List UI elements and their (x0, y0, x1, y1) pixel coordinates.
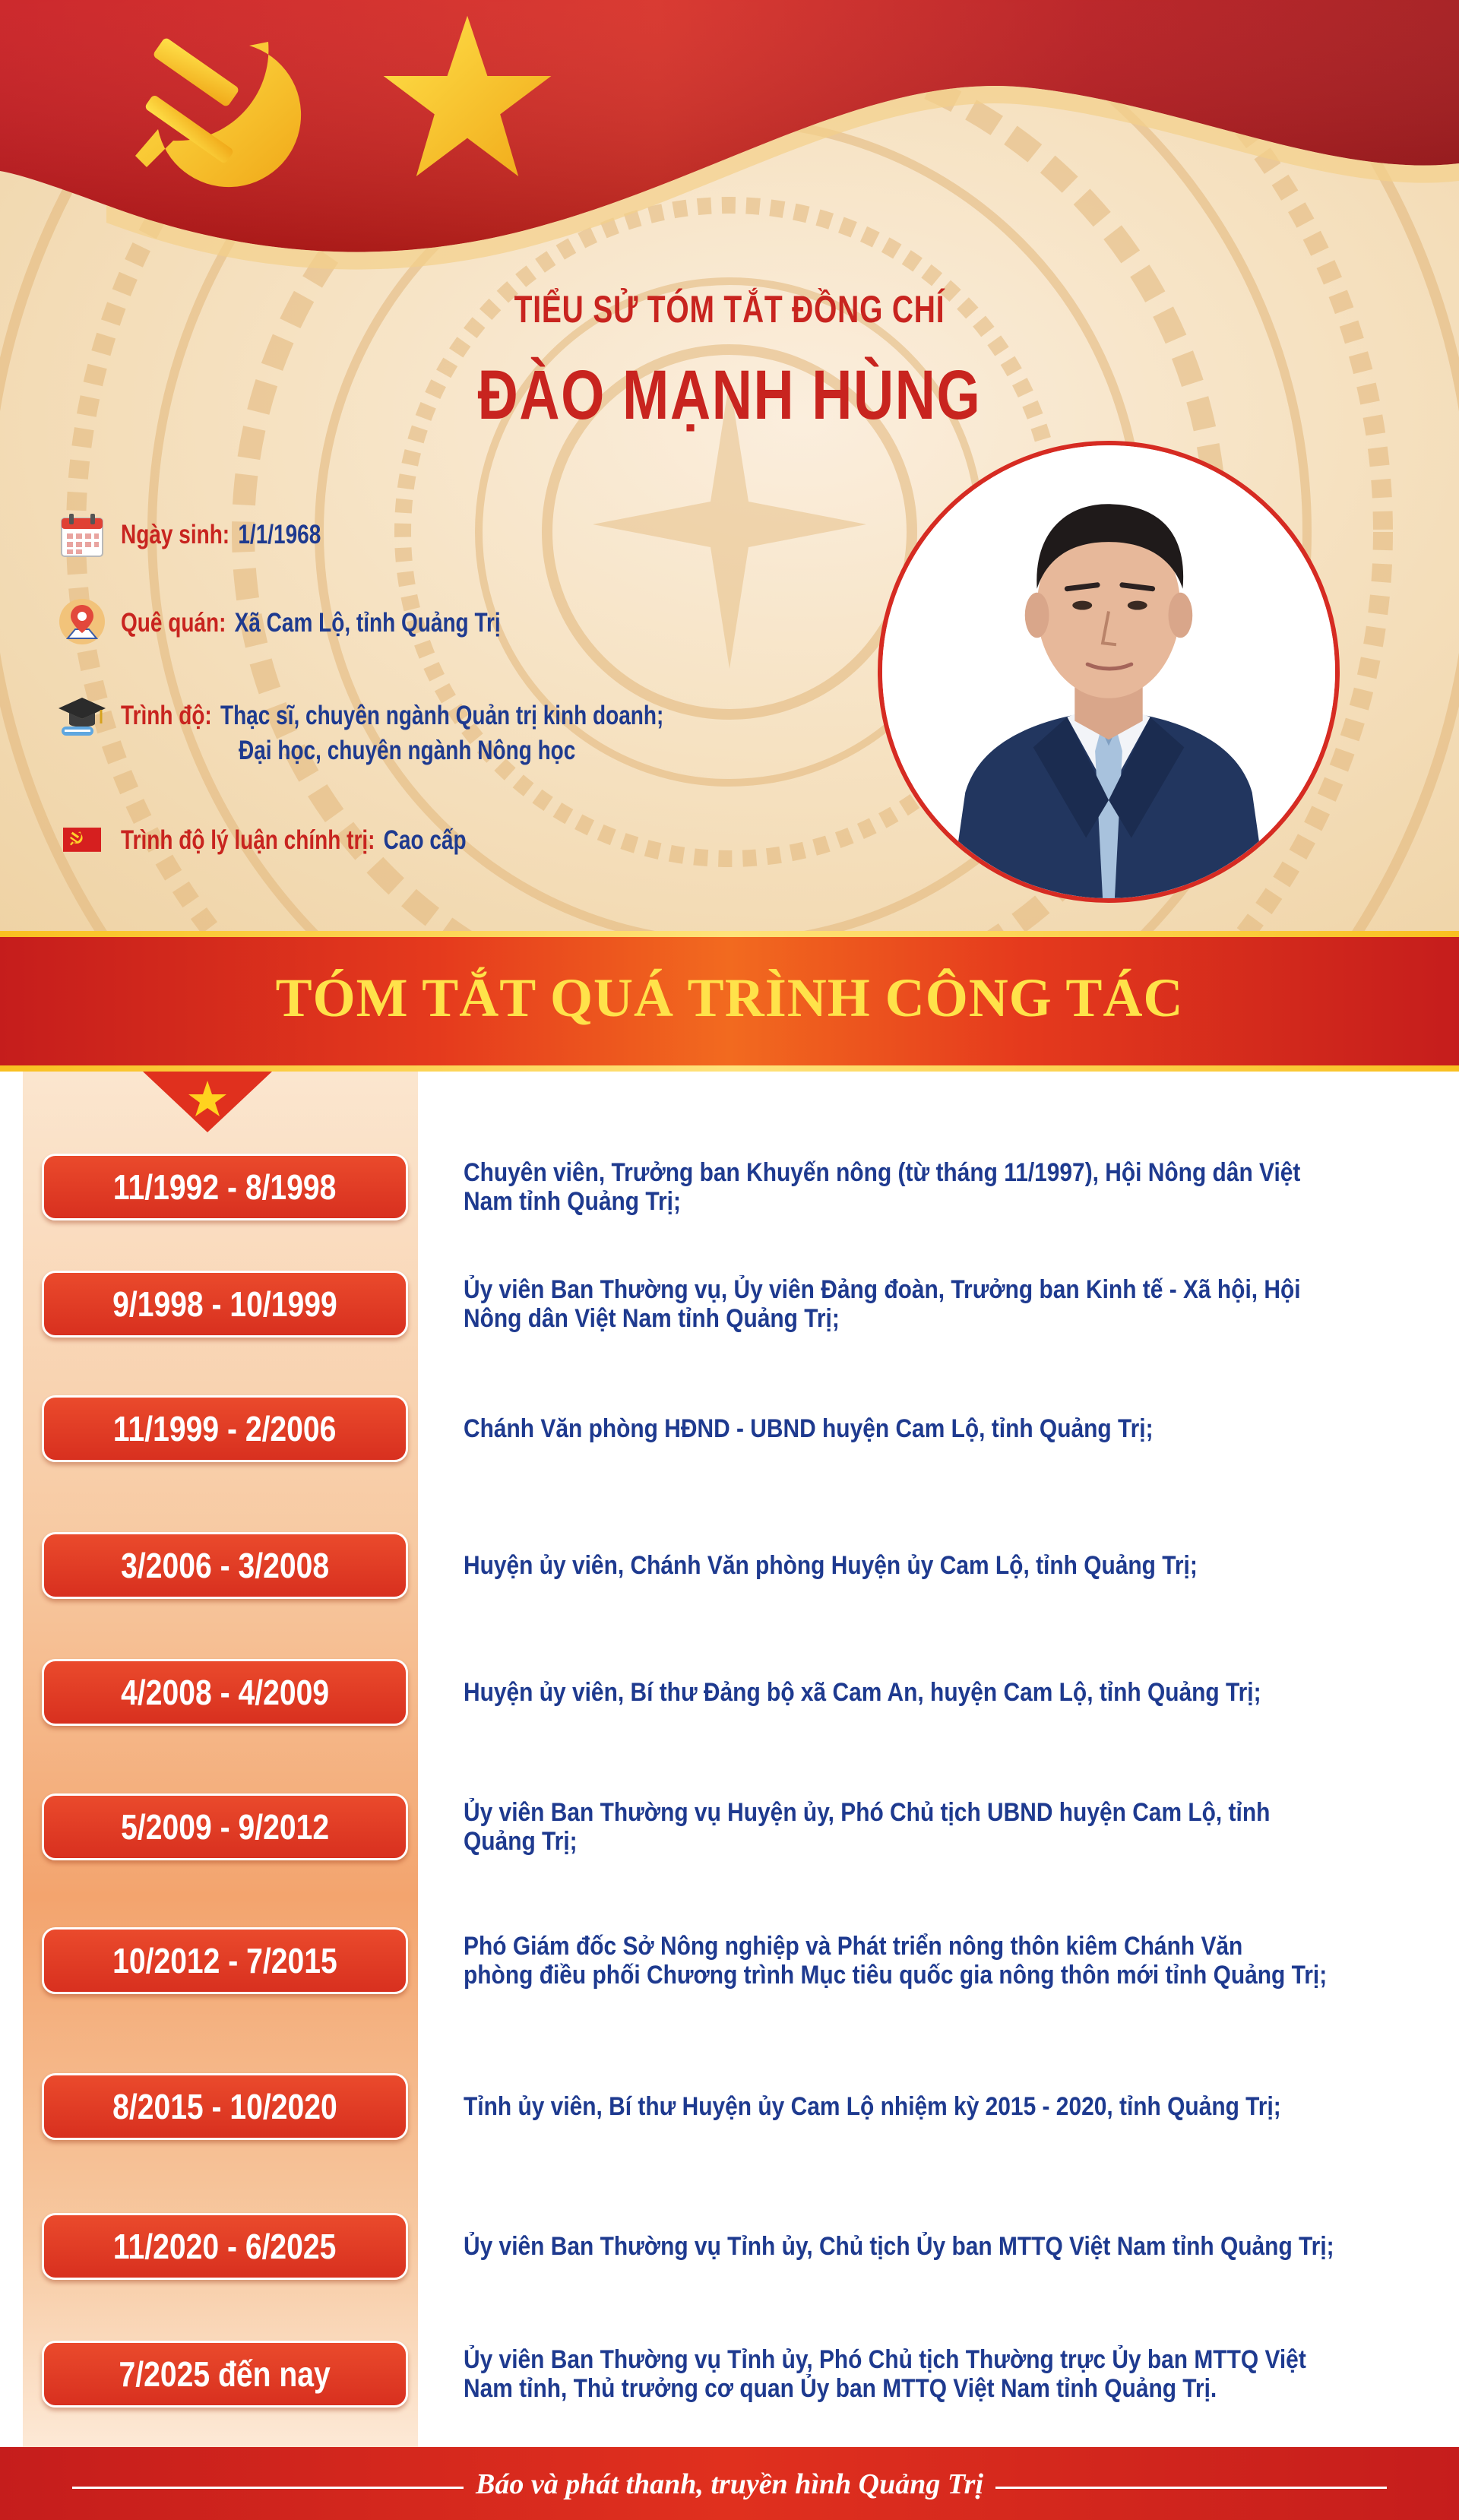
timeline-description-line: Nam tỉnh Quảng Trị; (464, 1187, 681, 1216)
hometown-row (57, 599, 596, 649)
timeline-period-badge (42, 1532, 408, 1599)
education-row (57, 692, 799, 766)
timeline-period-text: 7/2025 đến nay (119, 2354, 331, 2394)
timeline-period-text: 4/2008 - 4/2009 (121, 1673, 329, 1712)
timeline-period-text: 9/1998 - 10/1999 (112, 1284, 337, 1324)
timeline-period-badge (42, 2341, 408, 2408)
hero-section (0, 0, 1459, 931)
timeline-description (464, 1158, 1429, 1216)
footer-source-text: Báo và phát thanh, truyền hình Quảng Trị (475, 2468, 984, 2500)
person-name-title: ĐÀO MẠNH HÙNG (477, 356, 982, 434)
calendar-icon (57, 511, 107, 561)
timeline-description-line: Phó Giám đốc Sở Nông nghiệp và Phát triển nông thôn kiêm Chánh Văn (464, 1932, 1243, 1961)
timeline-description (464, 1414, 1429, 1443)
star-pointer-icon (143, 1072, 272, 1132)
location-pin-icon (57, 599, 107, 649)
graduation-cap-icon (57, 692, 107, 742)
banner-gold-line-top (0, 931, 1459, 937)
timeline-period-text: 11/2020 - 6/2025 (113, 2227, 337, 2266)
political-value: Cao cấp (383, 825, 467, 855)
timeline-period-badge (42, 1659, 408, 1726)
timeline-period-badge (42, 1271, 408, 1338)
timeline-period-badge (42, 1154, 408, 1220)
timeline-period-text: 10/2012 - 7/2015 (112, 1941, 337, 1980)
education-value-line1: Thạc sĩ, chuyên ngành Quản trị kinh doanh; (220, 701, 664, 730)
timeline-description (464, 1678, 1429, 1707)
timeline-period-text: 3/2006 - 3/2008 (121, 1546, 329, 1585)
timeline-period-badge (42, 1395, 408, 1462)
timeline-description (464, 2345, 1429, 2403)
hometown-value: Xã Cam Lộ, tỉnh Quảng Trị (234, 608, 501, 638)
timeline-description (464, 1551, 1429, 1580)
timeline-description (464, 1798, 1429, 1856)
timeline-description-line: Ủy viên Ban Thường vụ Huyện ủy, Phó Chủ tịch UBND huyện Cam Lộ, tỉnh (464, 1798, 1271, 1827)
timeline-description-line: Tỉnh ủy viên, Bí thư Huyện ủy Cam Lộ nhiệm kỳ 2015 - 2020, tỉnh Quảng Trị; (464, 2092, 1281, 2121)
timeline-description-line: Huyện ủy viên, Bí thư Đảng bộ xã Cam An, huyện Cam Lộ, tỉnh Quảng Trị; (464, 1678, 1261, 1707)
timeline-description-line: Nam tỉnh, Thủ trưởng cơ quan Ủy ban MTTQ Việt Nam tỉnh Quảng Trị. (464, 2374, 1217, 2403)
timeline-description (464, 1932, 1429, 1990)
education-value-line2: Đại học, chuyên ngành Nông học (239, 736, 576, 765)
political-row (57, 821, 552, 863)
timeline-period-text: 8/2015 - 10/2020 (112, 2087, 337, 2126)
timeline-period-text: 5/2009 - 9/2012 (121, 1807, 329, 1847)
timeline-description (464, 2232, 1429, 2261)
hammer-sickle-emblem-icon (105, 15, 318, 190)
gold-star-icon (376, 11, 559, 186)
timeline-period-badge (42, 1793, 408, 1860)
education-label: Trình độ: (121, 701, 212, 730)
hometown-label: Quê quán: (121, 608, 226, 638)
timeline-period-badge (42, 2213, 408, 2280)
timeline-description-line: Ủy viên Ban Thường vụ Tỉnh ủy, Chủ tịch Ủy ban MTTQ Việt Nam tỉnh Quảng Trị; (464, 2232, 1334, 2261)
timeline-period-badge (42, 1927, 408, 1994)
political-label: Trình độ lý luận chính trị: (121, 825, 375, 855)
title-small: TIỂU SỬ TÓM TẮT ĐỒNG CHÍ (514, 288, 945, 331)
timeline-description-line: Quảng Trị; (464, 1827, 578, 1856)
timeline-description (464, 1275, 1429, 1333)
timeline-description-line: Ủy viên Ban Thường vụ, Ủy viên Đảng đoàn, Trưởng ban Kinh tế - Xã hội, Hội (464, 1275, 1301, 1304)
timeline-period-text: 11/1992 - 8/1998 (113, 1167, 337, 1207)
timeline-description-line: Chánh Văn phòng HĐND - UBND huyện Cam Lộ, tỉnh Quảng Trị; (464, 1414, 1154, 1443)
timeline-description-line: Ủy viên Ban Thường vụ Tỉnh ủy, Phó Chủ tịch Thường trực Ủy ban MTTQ Việt (464, 2345, 1306, 2374)
timeline-description (464, 2092, 1429, 2121)
timeline-period-text: 11/1999 - 2/2006 (113, 1409, 337, 1448)
timeline-description-line: Nông dân Việt Nam tỉnh Quảng Trị; (464, 1304, 840, 1333)
birth-row (57, 511, 371, 561)
timeline-description-line: Huyện ủy viên, Chánh Văn phòng Huyện ủy Cam Lộ, tỉnh Quảng Trị; (464, 1551, 1198, 1580)
banner-gold-line-bottom (0, 1065, 1459, 1072)
birth-value: 1/1/1968 (238, 520, 321, 549)
party-flag-icon (57, 825, 107, 863)
portrait-frame (878, 441, 1340, 903)
portrait-photo (882, 445, 1335, 898)
timeline-description-line: phòng điều phối Chương trình Mục tiêu quốc gia nông thôn mới tỉnh Quảng Trị; (464, 1961, 1328, 1990)
timeline-description-line: Chuyên viên, Trưởng ban Khuyến nông (từ tháng 11/1997), Hội Nông dân Việt (464, 1158, 1301, 1187)
section-title: TÓM TẮT QUÁ TRÌNH CÔNG TÁC (275, 967, 1184, 1028)
timeline-period-badge (42, 2073, 408, 2140)
birth-label: Ngày sinh: (121, 520, 230, 549)
